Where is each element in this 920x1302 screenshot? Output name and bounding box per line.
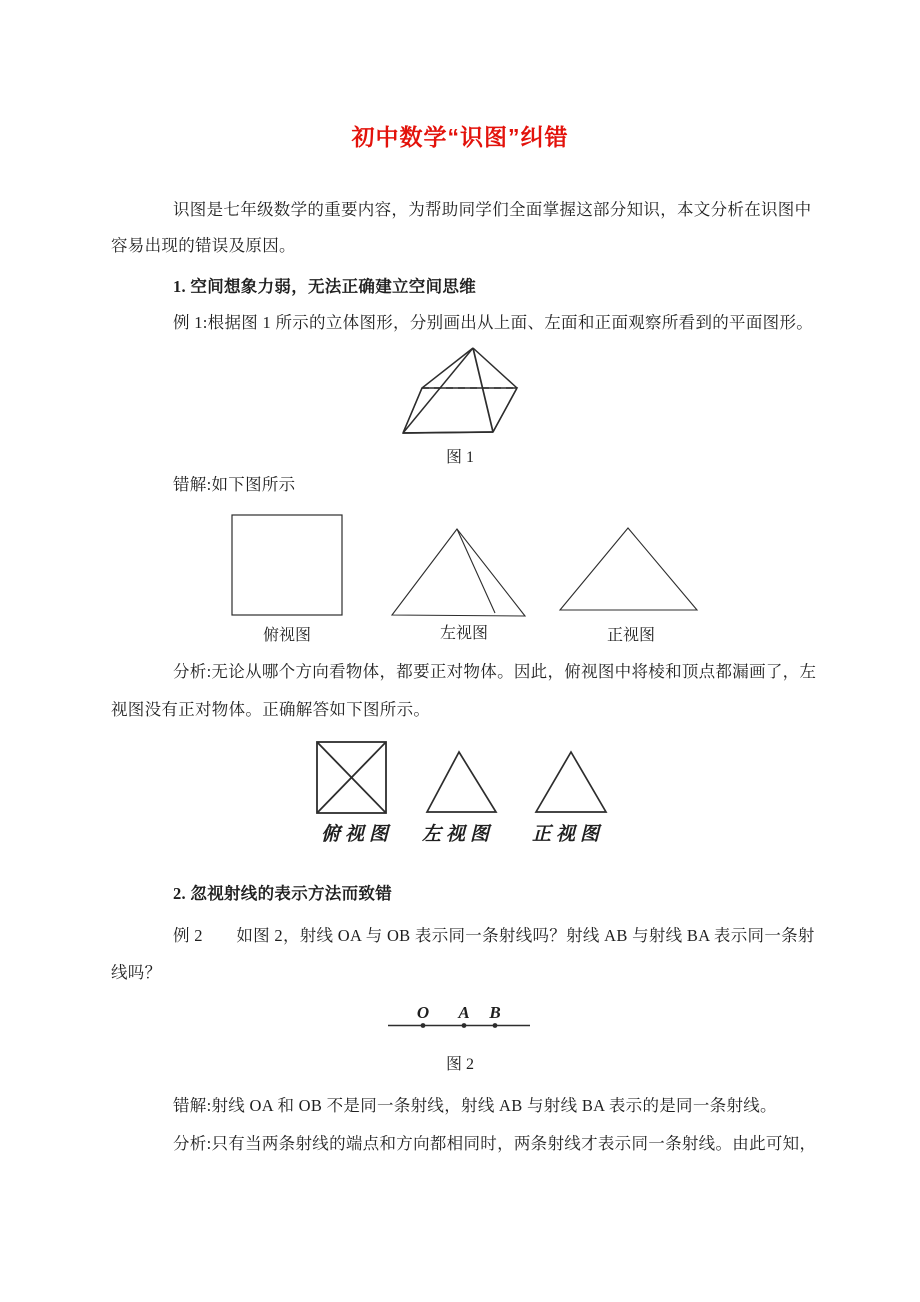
intro-line-1: 识图是七年级数学的重要内容，为帮助同学们全面掌握这部分知识，本文分析在识图中 (173, 200, 812, 219)
section2-wrong: 错解:射线 OA 和 OB 不是同一条射线，射线 AB 与射线 BA 表示的是同一条射线。 (173, 1096, 777, 1115)
wrong-left-view-triangle (392, 529, 525, 616)
figure2-ray-drawing (380, 1018, 540, 1034)
pyramid-apex-backleft (422, 348, 473, 388)
section2-example-line-1: 例 2 如图 2，射线 OA 与 OB 表示同一条射线吗？射线 AB 与射线 BA 表示同一条射 (173, 926, 815, 945)
figure2-dot-B (493, 1023, 498, 1028)
pyramid-left-edge (403, 388, 422, 433)
wrong-views-drawing (225, 512, 705, 618)
pyramid-apex-frontleft (403, 348, 473, 433)
wrong-left-view-label: 左视图 (439, 625, 488, 642)
figure2-point-B: B (489, 1003, 501, 1022)
section1-analysis-line-1: 分析:无论从哪个方向看物体，都要正对物体。因此，俯视图中将棱和顶点都漏画了，左 (173, 662, 817, 681)
correct-front-view-label: 正视图 (531, 824, 604, 845)
section2-analysis: 分析:只有当两条射线的端点和方向都相同时，两条射线才表示同一条射线。由此可知， (173, 1134, 817, 1153)
correct-left-view-triangle (427, 752, 496, 812)
section2-example-line-2: 线吗？ (111, 963, 162, 982)
pyramid-right-edge (493, 388, 517, 432)
figure2-dot-A (462, 1023, 467, 1028)
wrong-top-view-square (232, 515, 342, 615)
figure1-caption: 图 1 (445, 449, 474, 466)
section1-analysis-line-2: 视图没有正对物体。正确解答如下图所示。 (111, 700, 431, 719)
correct-front-view-triangle (536, 752, 606, 812)
intro-line-2: 容易出现的错误及原因。 (111, 236, 296, 255)
section1-example: 例 1:根据图 1 所示的立体图形，分别画出从上面、左面和正面观察所看到的平面图形。 (173, 313, 814, 332)
correct-left-view-label: 左视图 (421, 824, 494, 845)
wrong-top-view-label: 俯视图 (262, 627, 311, 644)
section1-heading: 1. 空间想象力弱，无法正确建立空间思维 (173, 277, 476, 296)
figure2-point-O: O (416, 1003, 430, 1022)
wrong-front-view-triangle (560, 528, 697, 610)
pyramid-base (403, 388, 517, 433)
section1-wrong-intro: 错解:如下图所示 (173, 475, 296, 494)
figure2-point-A: A (458, 1003, 470, 1022)
pyramid-apex-backright (473, 348, 517, 388)
correct-top-view-label: 俯视图 (320, 824, 393, 845)
figure2-dot-O (421, 1023, 426, 1028)
pyramid-front-edge (403, 432, 493, 433)
figure1-pyramid-drawing (395, 345, 525, 437)
page-title: 初中数学“识图”纠错 (351, 124, 569, 150)
correct-views-drawing (312, 738, 612, 816)
figure2-caption: 图 2 (445, 1056, 474, 1073)
section2-heading: 2. 忽视射线的表示方法而致错 (173, 884, 392, 903)
wrong-front-view-label: 正视图 (606, 627, 655, 644)
pyramid-apex-frontright (473, 348, 493, 432)
